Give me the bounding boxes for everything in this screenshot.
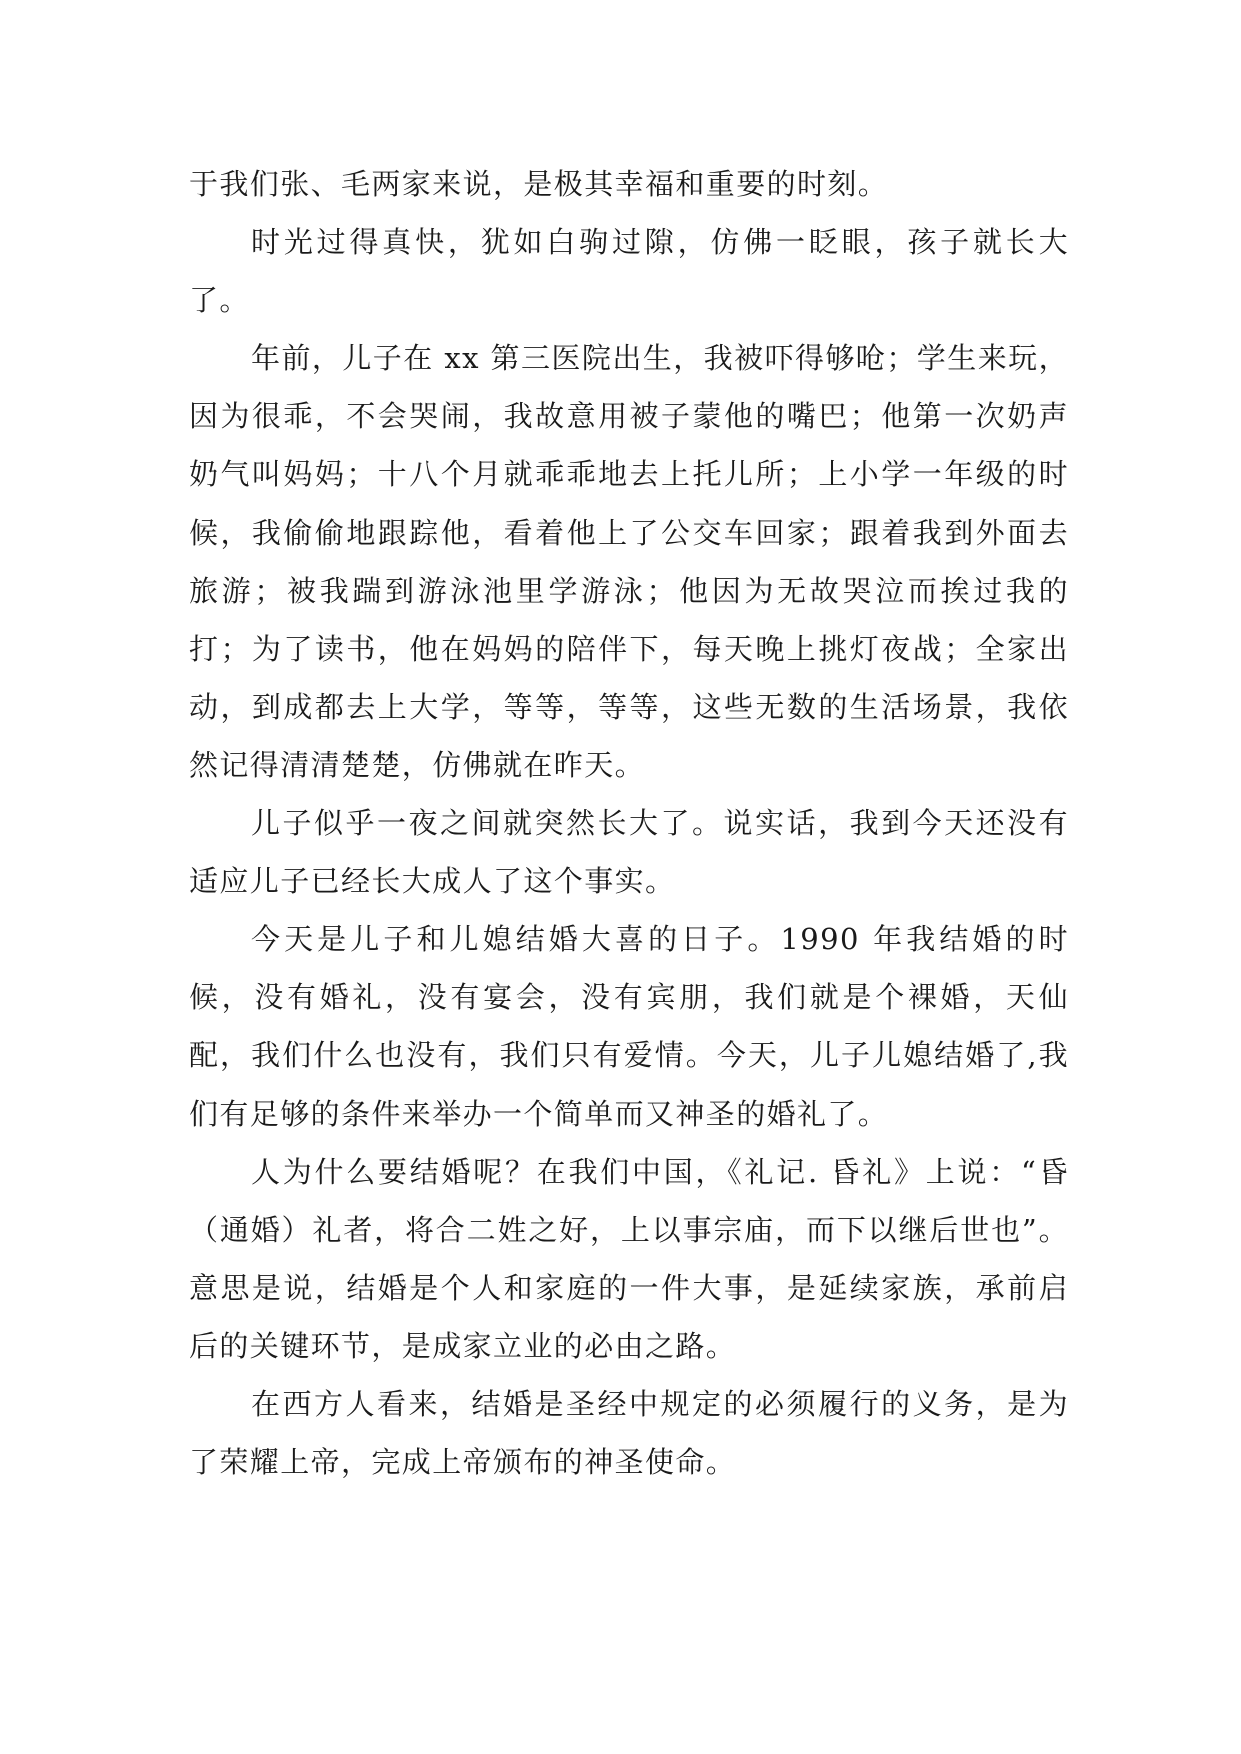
document-body [189,155,1069,1491]
paragraph-3: 年前，儿子在 xx 第三医院出生，我被吓得够呛；学生来玩，因为很乖，不会哭闹，我故意用被子蒙他的嘴巴；他第一次奶声奶气叫妈妈；十八个月就乖乖地去上托儿所；上小学一年级的时候，我偷偷地跟踪他，看着他上了公交车回家；跟着我到外面去旅游；被我踹到游泳池里学游泳；他因为无故哭泣而挨过我的打；为了读书，他在妈妈的陪伴下，每天晚上挑灯夜战；全家出动，到成都去上大学，等等，等等，这些无数的生活场景，我依然记得清清楚楚，仿佛就在昨天。 [189,341,1069,782]
paragraph-7: 在西方人看来，结婚是圣经中规定的必须履行的义务，是为了荣耀上帝，完成上帝颁布的神圣使命。 [189,1386,1069,1480]
paragraph-5: 今天是儿子和儿媳结婚大喜的日子。1990 年我结婚的时候，没有婚礼，没有宴会，没有宾朋，我们就是个裸婚，天仙配，我们什么也没有，我们只有爱情。今天，儿子儿媳结婚了,我们有足够的条件来举办一个简单而又神圣的婚礼了。 [189,922,1069,1131]
paragraph-4: 儿子似乎一夜之间就突然长大了。说实话，我到今天还没有适应儿子已经长大成人了这个事实。 [189,806,1069,899]
paragraph-6: 人为什么要结婚呢？在我们中国，《礼记. 昏礼》上说：“昏（通婚）礼者，将合二姓之好，上以事宗庙，而下以继后世也”。意思是说，结婚是个人和家庭的一件大事，是延续家族，承前启后的关键环节，是成家立业的必由之路。 [189,1154,1069,1363]
paragraph-2: 时光过得真快，犹如白驹过隙，仿佛一眨眼，孩子就长大了。 [189,225,1069,318]
paragraph-1: 于我们张、毛两家来说，是极其幸福和重要的时刻。 [189,167,889,201]
